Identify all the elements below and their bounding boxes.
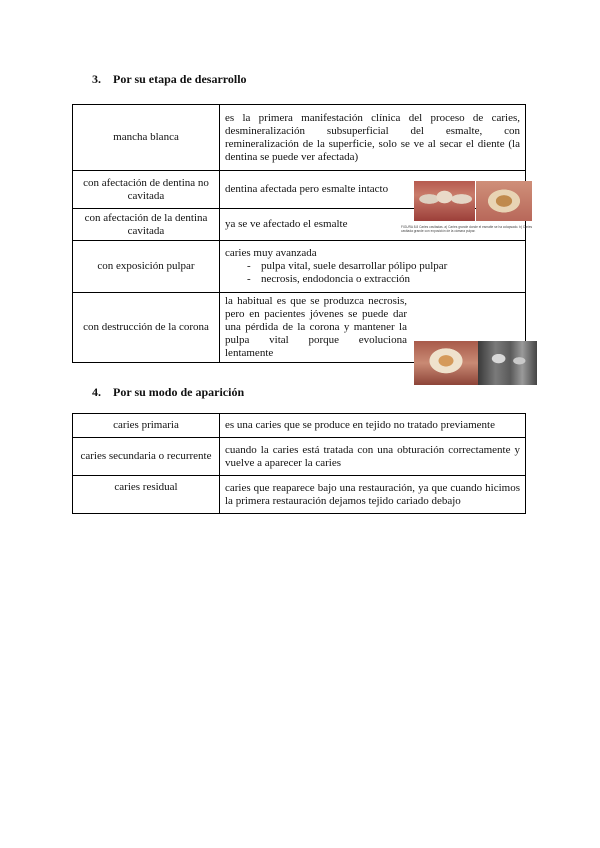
section-4-heading [92,385,244,400]
row-label: con destrucción de la corona [73,293,220,363]
table-row [73,241,526,293]
section-3-number: 3. [92,72,101,86]
row-description: cuando la caries está tratada con una obturación correctamente y vuelve a aparecer la caries [220,438,526,476]
section-3-title: Por su etapa de desarrollo [113,72,247,86]
figure-caption: FIGURA 8.8 Caries cavitadas. a) Caries grande donde el esmalte se ha colapsado. b) Caries cavitada grande con exposición de la cámara pulpar. [401,225,533,233]
row-description: ya se ve afectado el esmalte [225,218,348,230]
dental-xray-image-icon [478,341,537,385]
development-stage-table [72,104,526,363]
row-description: la habitual es que se produzca necrosis, pero en pacientes jóvenes se puede dar una pérdida de la corona y mantener la pulpa vital porque evoluciona lentamente [225,295,407,359]
row-description: dentina afectada pero esmalte intacto [225,183,389,195]
list-item: - necrosis, endodoncia o extracción [247,273,520,286]
row-label: caries secundaria o recurrente [73,438,220,476]
pulp-exposure-photo-icon [476,181,532,221]
row-label: caries residual [73,476,220,514]
section-4-number: 4. [92,385,101,399]
row-description: es una caries que se produce en tejido no tratado previamente [220,414,526,438]
table-row [73,438,526,476]
section-3-heading [92,72,247,87]
row-label: con afectación de la dentina cavitada [73,209,220,241]
list-item: - pulpa vital, suele desarrollar pólipo pulpar [247,260,520,273]
row-label: con exposición pulpar [73,241,220,293]
table-row [73,476,526,514]
table-row [73,105,526,171]
section-4-title: Por su modo de aparición [113,385,245,399]
row-label: con afectación de dentina no cavitada [73,171,220,209]
row-description: caries que reaparece bajo una restauración, ya que cuando hicimos la primera restauración dejamos tejido cariado debajo [220,476,526,514]
bullet-list [225,260,520,286]
appearance-mode-table [72,413,526,514]
crown-destruction-photo-icon [414,341,478,385]
row-description: es la primera manifestación clínica del proceso de caries, desmineralización subsuperficial del esmalte, con remineralización de la superficie, solo se ve al secar el diente (la dentina se puede ver afectada) [220,105,526,171]
table-row [73,414,526,438]
row-description: caries muy avanzada [225,247,317,259]
row-label: mancha blanca [73,105,220,171]
row-label: caries primaria [73,414,220,438]
caries-cavitation-photo-icon [414,181,475,221]
